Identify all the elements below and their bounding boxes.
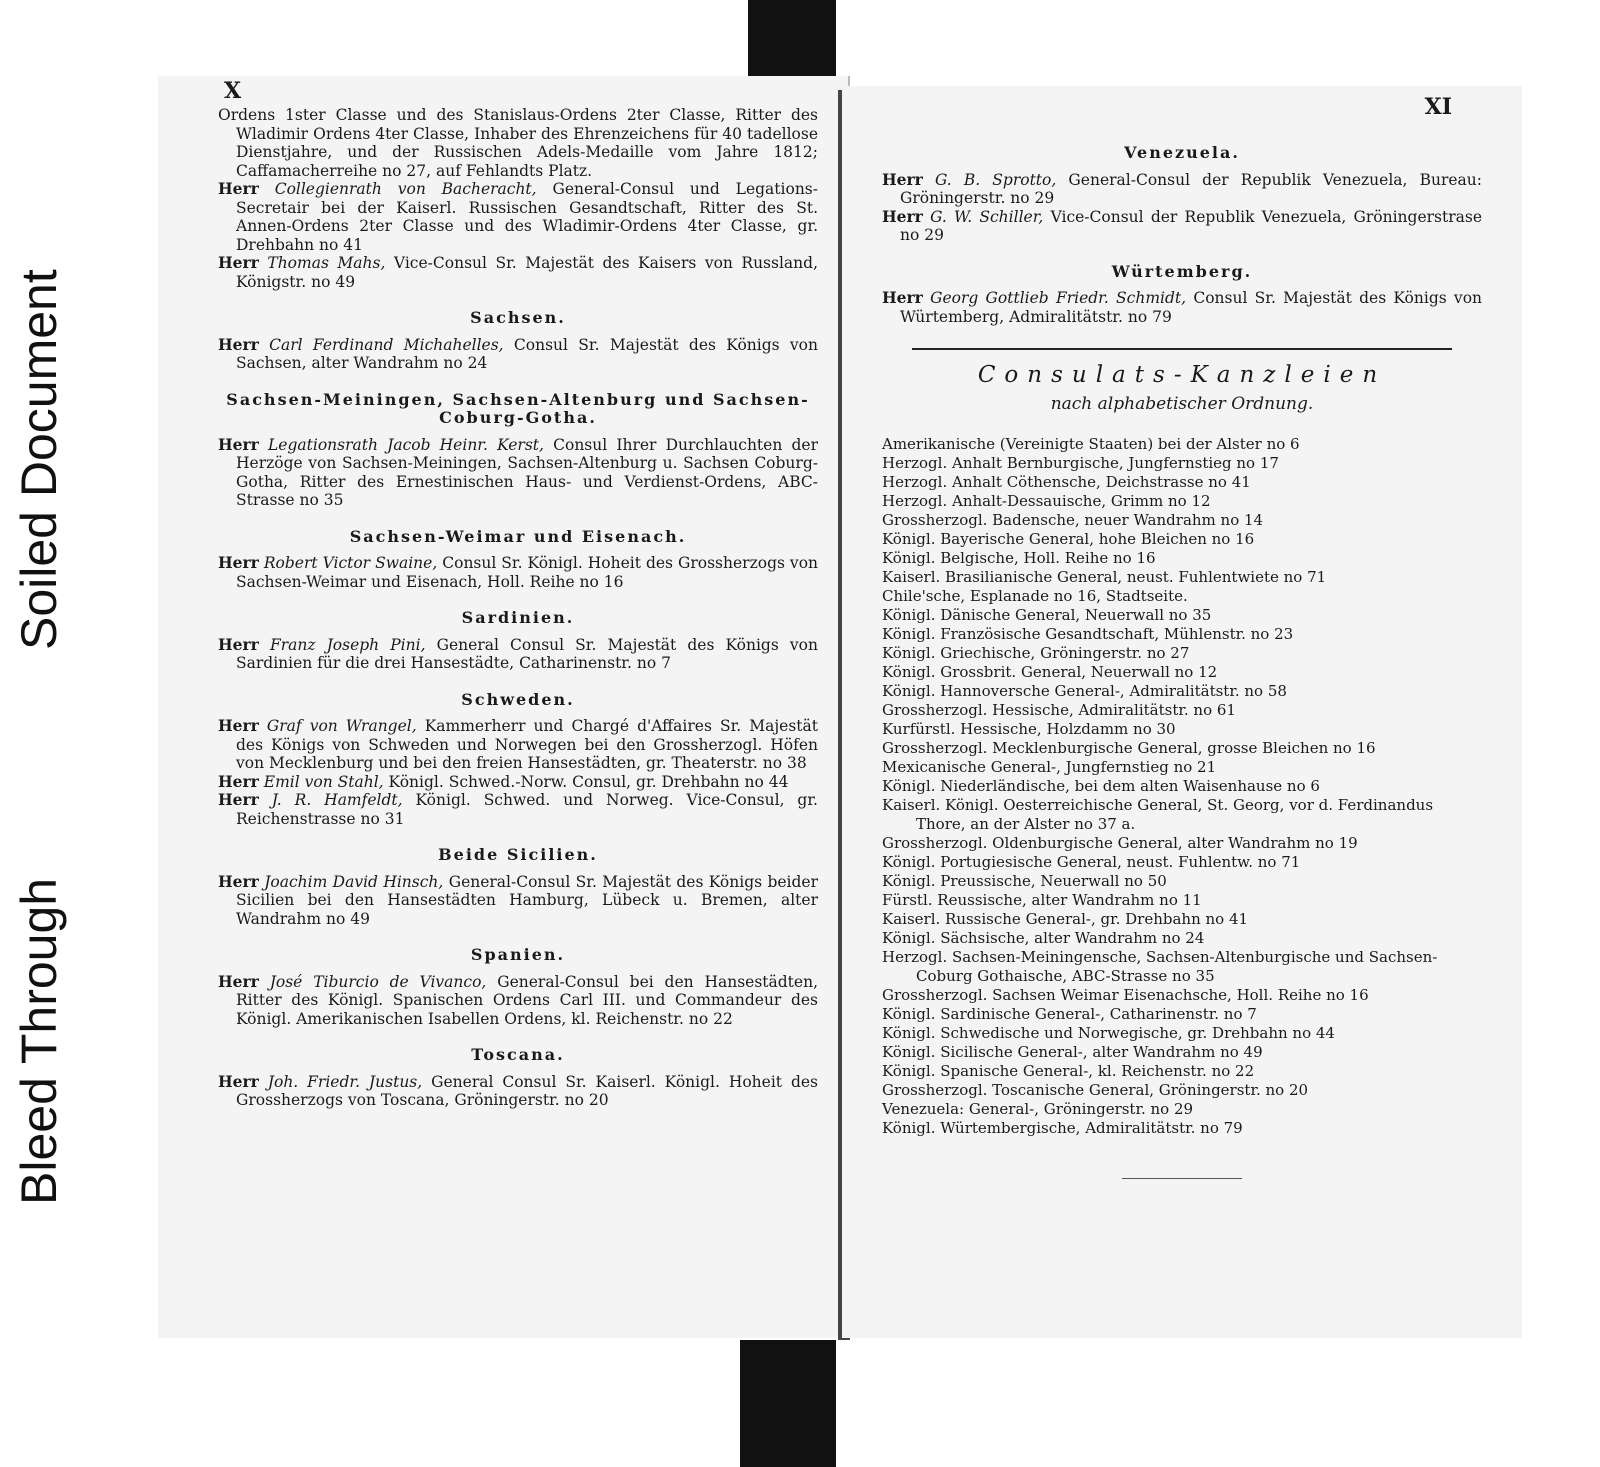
directory-item: Grossherzogl. Oldenburgische General, alter Wandrahm no 19 [882, 834, 1358, 852]
directory-item: Kaiserl. Königl. Oesterreichische General, St. Georg, vor d. Ferdinandus Thore, an der Alster no 37 a. [882, 796, 1434, 833]
entry-prefix: Herr [218, 253, 259, 272]
consul-entry [218, 636, 818, 673]
entry-text: Consul Sr. Majestät des Königs von Sachsen, alter Wandrahm no 24 [236, 335, 818, 372]
consul-entry [218, 791, 818, 828]
directory-item: Königl. Sardinische General-, Catharinenstr. no 7 [882, 1005, 1257, 1023]
entry-text: General-Consul der Republik Venezuela, Bureau: Gröningerstr. no 29 [900, 170, 1482, 207]
directory-item: Herzogl. Anhalt-Dessauische, Grimm no 12 [882, 492, 1211, 510]
entry-text: Königl. Schwed.-Norw. Consul, gr. Drehbahn no 44 [388, 772, 789, 791]
consul-entry [218, 254, 818, 291]
entry-text: General Consul Sr. Kaiserl. Königl. Hoheit des Grossherzogs von Toscana, Gröningerstr. no 20 [236, 1072, 818, 1109]
entry-prefix: Herr [882, 206, 923, 226]
directory-title: Consulats-Kanzleien [977, 362, 1387, 388]
directory-item: Königl. Griechische, Gröningerstr. no 27 [882, 644, 1190, 662]
section-heading: Würtemberg. [1111, 261, 1253, 281]
consul-entry [218, 554, 818, 591]
directory-item: Königl. Spanische General-, kl. Reichenstr. no 22 [882, 1062, 1255, 1080]
entry-name: José Tiburcio de Vivanco, [269, 972, 487, 991]
entry-prefix: Herr [218, 971, 259, 991]
consul-entry [218, 973, 818, 1029]
section-heading: Schweden. [461, 689, 575, 709]
side-label-column [0, 180, 67, 1240]
right-page [842, 86, 1522, 1338]
directory-item: Königl. Preussische, Neuerwall no 50 [882, 872, 1167, 890]
entry-prefix: Herr [218, 553, 259, 572]
directory-item: Grossherzogl. Mecklenburgische General, grosse Bleichen no 16 [882, 739, 1376, 757]
entry-prefix: Herr [218, 634, 259, 654]
entry-text: Consul Sr. Majestät des Königs von Würtemberg, Admiralitätstr. no 79 [900, 289, 1483, 326]
directory-item: Fürstl. Reussische, alter Wandrahm no 11 [882, 891, 1202, 909]
section-heading: Sachsen-Weimar und Eisenach. [349, 526, 687, 546]
consul-entry [882, 208, 1482, 245]
entry-text: General-Consul bei den Hansestädten, Ritter des Königl. Spanischen Ordens Carl III. und Commandeur des Königl. Amerikanischen Isabellen Ordens, kl. Reichenstr. no 22 [236, 972, 818, 1028]
directory-item: Königl. Hannoversche General-, Admiralitätstr. no 58 [882, 682, 1287, 700]
consul-entry [882, 289, 1482, 326]
entry-prefix: Herr [882, 169, 923, 189]
entry-prefix: Herr [218, 1071, 259, 1091]
entry-text: Königl. Schwed. und Norweg. Vice-Consul, gr. Reichenstrasse no 31 [236, 791, 818, 828]
consul-entry [218, 180, 818, 254]
section-heading: Spanien. [470, 945, 566, 964]
entry-prefix: Herr [218, 771, 259, 791]
entry-text: General Consul Sr. Majestät des Königs von Sardinien für die drei Hansestädte, Catharinenstr. no 7 [236, 635, 818, 672]
directory-item: Venezuela: General-, Gröningerstr. no 29 [882, 1100, 1194, 1118]
left-page-entries [218, 106, 818, 1110]
directory-item: Königl. Sächsische, alter Wandrahm no 24 [882, 929, 1205, 947]
entry-text: Vice-Consul Sr. Majestät des Kaisers von Russland, Königstr. no 49 [236, 254, 818, 291]
directory-item: Herzogl. Anhalt Cöthensche, Deichstrasse no 41 [882, 473, 1251, 491]
directory-item: Herzogl. Anhalt Bernburgische, Jungfernstieg no 17 [882, 454, 1279, 472]
entry-text: General-Consul und Legations-Secretair bei der Kaiserl. Russischen Gesandtschaft, Ritter des St. Annen-Ordens 2ter Classe und des Wladimir-Ordens 4ter Classe, gr. Drehbahn no 41 [236, 180, 818, 254]
directory-item: Königl. Sicilische General-, alter Wandrahm no 49 [882, 1043, 1263, 1061]
directory-item: Königl. Belgische, Holl. Reihe no 16 [882, 549, 1156, 567]
entry-name: G. W. Schiller, [930, 207, 1044, 226]
entry-prefix: Herr [218, 179, 259, 198]
directory-item: Grossherzogl. Hessische, Admiralitätstr. no 61 [882, 701, 1236, 719]
entry-name: Joh. Friedr. Justus, [267, 1072, 423, 1091]
directory-item: Grossherzogl. Badensche, neuer Wandrahm no 14 [882, 511, 1264, 529]
consul-entry [218, 106, 818, 180]
consul-entry [218, 717, 818, 773]
page-number-right: XI [1424, 94, 1452, 120]
consul-entry [218, 773, 818, 792]
entry-name: Collegienrath von Bacheracht, [274, 180, 537, 198]
directory-item: Herzogl. Sachsen-Meiningensche, Sachsen-Altenburgische und Sachsen-Coburg Gothaische, ABC-Strasse no 35 [882, 948, 1438, 985]
directory-item: Königl. Portugiesische General, neust. Fuhlentw. no 71 [882, 853, 1301, 871]
entry-prefix: Herr [218, 871, 259, 891]
directory-item: Amerikanische (Vereinigte Staaten) bei der Alster no 6 [882, 435, 1300, 453]
directory-item: Königl. Schwedische und Norwegische, gr. Drehbahn no 44 [882, 1024, 1335, 1042]
directory-item: Königl. Grossbrit. General, Neuerwall no 12 [882, 663, 1218, 681]
directory-item: Mexicanische General-, Jungfernstieg no 21 [882, 758, 1217, 776]
entry-name: Emil von Stahl, [263, 772, 384, 791]
consul-entry [218, 336, 818, 373]
page-number-left: X [224, 78, 242, 104]
entry-name: Carl Ferdinand Michahelles, [269, 335, 504, 354]
entry-text: Vice-Consul der Republik Venezuela, Gröningerstrase no 29 [900, 207, 1482, 244]
entry-name: Joachim David Hinsch, [264, 872, 444, 891]
consul-entry [218, 436, 818, 510]
directory-item: Kaiserl. Brasilianische General, neust. Fuhlentwiete no 71 [882, 568, 1327, 586]
entry-prefix: Herr [218, 716, 259, 735]
entry-name: G. B. Sprotto, [934, 170, 1057, 189]
entry-name: Georg Gottlieb Friedr. Schmidt, [930, 289, 1187, 307]
directory-item: Königl. Französische Gesandtschaft, Mühlenstr. no 23 [882, 625, 1294, 643]
directory-item: Königl. Würtembergische, Admiralitätstr. no 79 [882, 1119, 1243, 1137]
entry-text: Consul Sr. Königl. Hoheit des Grossherzogs von Sachsen-Weimar und Eisenach, Holl. Reihe no 16 [236, 554, 819, 591]
entry-name: Thomas Mahs, [267, 254, 386, 272]
entry-name: Legationsrath Jacob Heinr. Kerst, [268, 435, 544, 454]
directory-item: Königl. Niederländische, bei dem alten Waisenhause no 6 [882, 777, 1320, 795]
entry-name: J. R. Hamfeldt, [271, 791, 403, 809]
right-page-entries [882, 126, 1482, 1179]
consul-entry [882, 171, 1482, 208]
left-page [158, 76, 848, 1338]
entry-text: Consul Ihrer Durchlauchten der Herzöge von Sachsen-Meiningen, Sachsen-Altenburg u. Sachsen Coburg-Gotha, Ritter des Ernestinischen Haus- und Verdienst-Ordens, ABC-Strasse no 35 [236, 435, 818, 509]
entry-text: Ordens 1ster Classe und des Stanislaus-Ordens 2ter Classe, Ritter des Wladimir Ordens 4ter Classe, Inhaber des Ehrenzeichens für 40 tadellose Dienstjahre, und der Russischen Adels-Medaille vom Jahre 1812; Caffamacherreihe no 27, auf Fehlandts Platz. [218, 106, 818, 180]
consul-entry [218, 1073, 818, 1110]
directory-item: Grossherzogl. Sachsen Weimar Eisenachsche, Holl. Reihe no 16 [882, 986, 1369, 1004]
entry-prefix: Herr [218, 334, 259, 354]
directory-subtitle: nach alphabetischer Ordnung. [1050, 393, 1314, 414]
entry-name: Franz Joseph Pini, [269, 635, 426, 654]
section-heading: Sardinien. [461, 608, 575, 627]
section-heading: Venezuela. [1124, 143, 1240, 162]
section-divider [912, 348, 1452, 350]
directory-item: Kurfürstl. Hessische, Holzdamm no 30 [882, 720, 1176, 738]
directory-item: Kaiserl. Russische General-, gr. Drehbahn no 41 [882, 910, 1249, 928]
entry-text: General-Consul Sr. Majestät des Königs beider Sicilien bei den Hansestädten Hamburg, Lübeck u. Bremen, alter Wandrahm no 49 [236, 872, 818, 928]
section-heading: Toscana. [471, 1045, 565, 1064]
side-label-soiled-document: Soiled Document [11, 269, 67, 650]
book-spine-bottom [740, 1340, 836, 1467]
entry-text: Kammerherr und Chargé d'Affaires Sr. Majestät des Königs von Schweden und Norwegen bei den Grossherzogl. Höfen von Mecklenburg und bei den freien Hansestädten, gr. Theaterstr. no 38 [236, 717, 818, 772]
section-heading: Sachsen. [470, 308, 566, 327]
section-heading: Sachsen-Meiningen, Sachsen-Altenburg und Sachsen-Coburg-Gotha. [226, 389, 810, 427]
closing-rule [1122, 1178, 1242, 1179]
entry-name: Graf von Wrangel, [266, 717, 417, 735]
entry-prefix: Herr [218, 790, 259, 809]
entry-name: Robert Victor Swaine, [263, 554, 438, 572]
section-heading: Beide Sicilien. [438, 845, 598, 864]
directory-item: Grossherzogl. Toscanische General, Gröningerstr. no 20 [882, 1081, 1309, 1099]
directory-item: Königl. Bayerische General, hohe Bleichen no 16 [882, 530, 1255, 548]
entry-prefix: Herr [882, 288, 923, 307]
directory-item: Chile'sche, Esplanade no 16, Stadtseite. [882, 587, 1188, 605]
directory-item: Königl. Dänische General, Neuerwall no 35 [882, 606, 1212, 624]
entry-prefix: Herr [218, 434, 259, 454]
consul-entry [218, 873, 818, 929]
side-label-bleed-through: Bleed Through [11, 877, 67, 1205]
